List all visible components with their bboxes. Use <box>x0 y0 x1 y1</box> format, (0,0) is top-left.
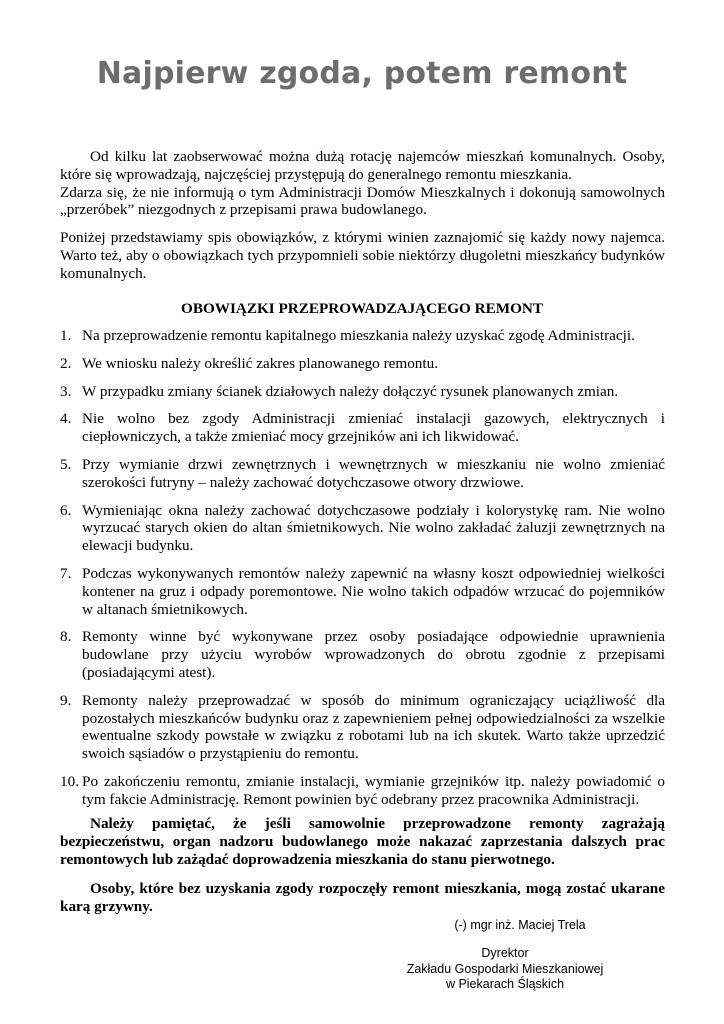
list-item <box>60 327 665 345</box>
list-item-text: Remonty należy przeprowadzać w sposób do minimum ograniczający uciążliwość dla pozostałych mieszkańców budynku oraz z zapewnieniem pełnej odpowiedzialności za wszelkie ewentualne szkody powstałe w związku z robotami lub na ich skutek. Warto także uprzedzić swoich sąsiadów o przystąpieniu do remontu. <box>82 691 665 763</box>
signature-org: Zakładu Gospodarki Mieszkaniowej <box>406 961 604 976</box>
page-title: Najpierw zgoda, potem remont <box>96 56 628 91</box>
list-item-number: 2. <box>60 354 72 372</box>
intro-paragraph-2: Zdarza się, że nie informują o tym Administracji Domów Mieszkalnych i dokonują samowolnych „przeróbek” niezgodnych z przepisami prawa budowlanego. <box>60 183 665 219</box>
signature-block <box>380 946 630 993</box>
signature-role: Dyrektor <box>481 946 529 960</box>
list-item-number: 6. <box>60 501 72 519</box>
intro-section <box>60 148 665 283</box>
duties-list <box>60 327 665 819</box>
list-item <box>60 355 665 373</box>
list-item-text: Podczas wykonywanych remontów należy zapewnić na własny koszt odpowiedniej wielkości kontener na gruz i odpady poremontowe. Nie wolno takich odpadów wrzucać do pojemników w altanach śmietnikowych. <box>82 564 665 618</box>
list-item-number: 7. <box>60 564 72 582</box>
list-item-number: 5. <box>60 455 72 473</box>
warning-paragraph-1: Należy pamiętać, że jeśli samowolnie przeprowadzone remonty zagrażają bezpieczeństwu, organ nadzoru budowlanego może nakazać zaprzestania dalszych prac remontowych lub zażądać doprowadzenia mieszkania do stanu pierwotnego. <box>60 815 665 868</box>
list-item-text: Wymieniając okna należy zachować dotychczasowe podziały i kolorystykę ram. Nie wolno wyrzucać starych okien do altan śmietnikowych. Nie wolno zakładać żaluzji zewnętrznych na elewacji budynku. <box>82 501 665 555</box>
signature-place: w Piekarach Śląskich <box>445 977 565 991</box>
list-item-text: Przy wymianie drzwi zewnętrznych i wewnętrznych w mieszkaniu nie wolno zmieniać szerokości futryny – należy zachować dotychczasowe otwory drzwiowe. <box>82 455 665 491</box>
list-item <box>60 410 665 446</box>
list-item <box>60 565 665 618</box>
list-item <box>60 773 665 809</box>
list-item <box>60 383 665 401</box>
list-item <box>60 628 665 681</box>
list-item <box>60 502 665 555</box>
list-item-text: Po zakończeniu remontu, zmianie instalacji, wymianie grzejników itp. należy powiadomić o tym fakcie Administrację. Remont powinien być odebrany przez pracownika Administracji. <box>82 772 665 808</box>
list-item-number: 8. <box>60 628 72 646</box>
intro-paragraph-1: Od kilku lat zaobserwować można dużą rotację najemców mieszkań komunalnych. Osoby, które się wprowadzają, najczęściej przystępują do generalnego remontu mieszkania. <box>60 148 665 183</box>
signature-name: (-) mgr inż. Maciej Trela <box>454 918 586 932</box>
list-item-text: Na przeprowadzenie remontu kapitalnego mieszkania należy uzyskać zgodę Administracji. <box>82 327 635 344</box>
list-item-text: We wniosku należy określić zakres planowanego remontu. <box>82 354 438 372</box>
duties-heading: OBOWIĄZKI PRZEPROWADZAJĄCEGO REMONT <box>181 300 543 317</box>
list-item-text: Nie wolno bez zgody Administracji zmieniać instalacji gazowych, elektrycznych i ciepłowniczych, a także zmieniać mocy grzejników ani ich likwidować. <box>82 410 665 446</box>
list-item-number: 4. <box>60 410 72 428</box>
list-item-number: 1. <box>60 327 72 344</box>
list-item <box>60 692 665 763</box>
intro-paragraph-3: Poniżej przedstawiamy spis obowiązków, z którymi winien zaznajomić się każdy nowy najemca. Warto też, aby o obowiązkach tych przypomnieli sobie niektórzy długoletni mieszkańcy budynków komunalnych. <box>60 229 665 282</box>
warning-section <box>60 815 665 916</box>
list-item-number: 10. <box>60 772 79 790</box>
list-item-number: 3. <box>60 382 72 400</box>
list-item-text: Remonty winne być wykonywane przez osoby posiadające odpowiednie uprawnienia budowlane przy użyciu wyrobów wprowadzonych do obrotu zgodnie z przepisami (posiadającymi atest). <box>82 628 665 681</box>
list-item-number: 9. <box>60 691 72 709</box>
list-item-text: W przypadku zmiany ścianek działowych należy dołączyć rysunek planowanych zmian. <box>82 382 619 400</box>
warning-paragraph-2: Osoby, które bez uzyskania zgody rozpoczęły remont mieszkania, mogą zostać ukarane karą grzywny. <box>60 880 665 916</box>
list-item <box>60 456 665 492</box>
